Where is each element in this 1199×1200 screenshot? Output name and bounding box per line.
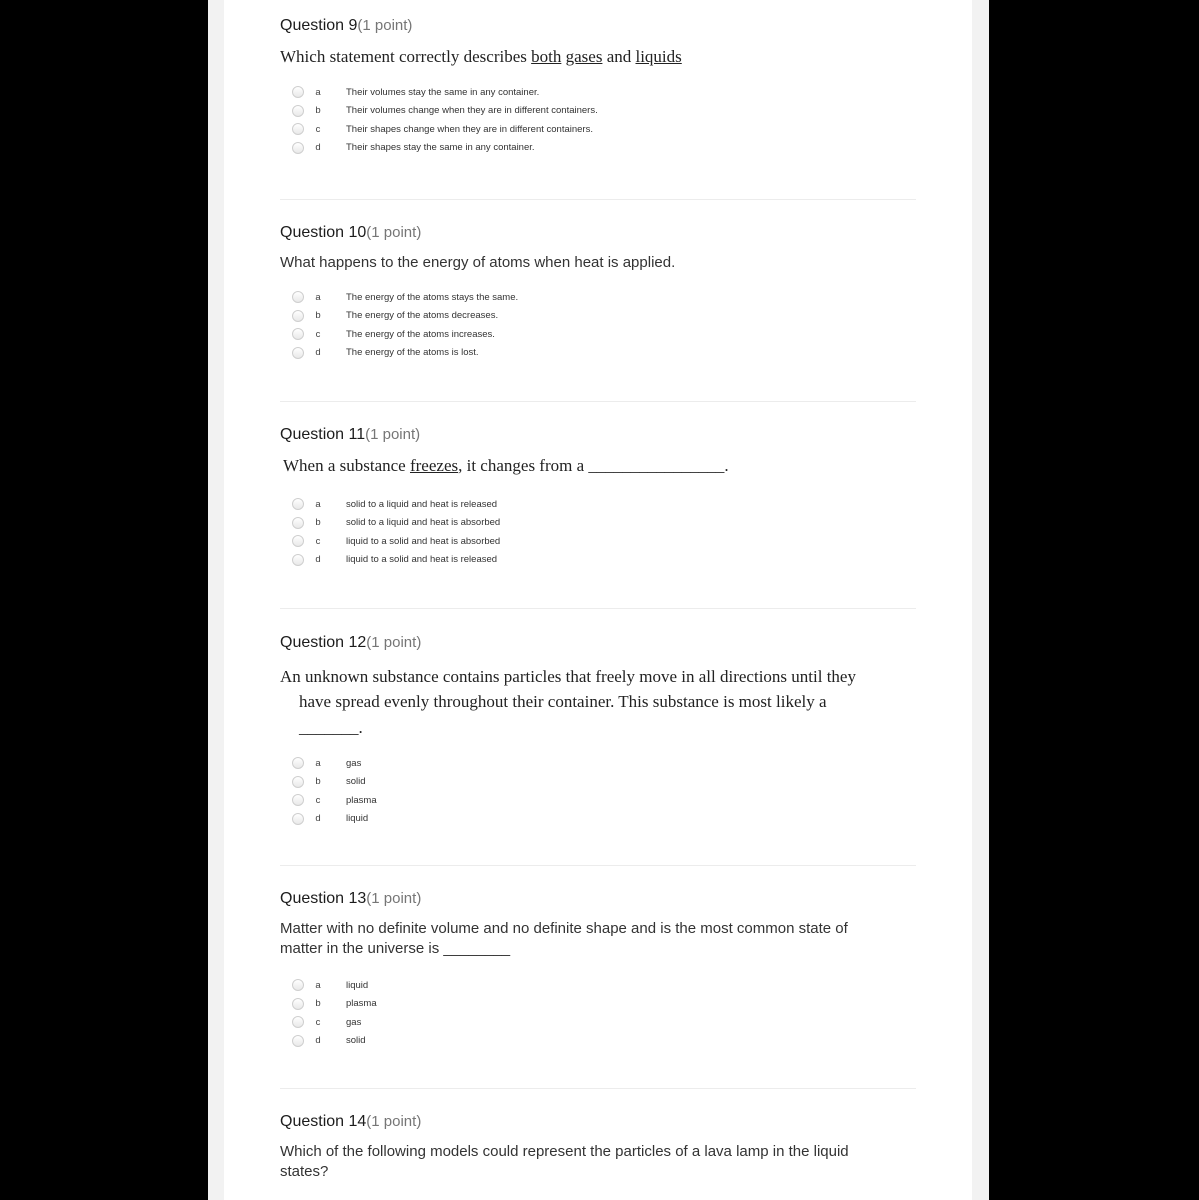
question-title	[280, 890, 920, 908]
radio-button[interactable]	[292, 291, 304, 303]
prompt-line: Matter with no definite volume and no definite shape and is the most common state of	[280, 920, 848, 937]
answer-option[interactable]	[292, 1013, 920, 1032]
prompt-text: .	[358, 718, 363, 737]
prompt-text: Which statement correctly describes	[280, 47, 532, 66]
answer-option[interactable]	[292, 83, 920, 102]
radio-button[interactable]	[292, 86, 304, 98]
radio-button[interactable]	[292, 794, 304, 806]
option-text[interactable]: gas	[346, 757, 362, 769]
left-gutter	[208, 0, 224, 1200]
answer-option[interactable]	[292, 976, 920, 995]
option-letter: c	[315, 535, 321, 547]
question-12	[280, 634, 920, 828]
question-divider	[280, 865, 916, 866]
option-text[interactable]: solid to a liquid and heat is absorbed	[346, 517, 501, 529]
prompt-line	[280, 715, 920, 740]
radio-button[interactable]	[292, 757, 304, 769]
option-text[interactable]: liquid to a solid and heat is absorbed	[346, 535, 501, 547]
option-letter: d	[315, 813, 321, 825]
question-number: Question 9	[280, 17, 358, 34]
option-text[interactable]: Their shapes change when they are in different containers.	[346, 123, 593, 135]
option-text[interactable]: liquid	[346, 979, 369, 991]
answer-option[interactable]	[292, 773, 920, 792]
option-letter: b	[315, 517, 321, 529]
option-letter: a	[315, 757, 321, 769]
option-letter: c	[315, 794, 321, 806]
question-prompt	[283, 456, 920, 476]
radio-button[interactable]	[292, 776, 304, 788]
question-points: (1 point)	[365, 426, 421, 443]
question-number: Question 14	[280, 1113, 367, 1130]
question-title	[280, 17, 920, 35]
answer-option[interactable]	[292, 288, 920, 307]
question-divider	[280, 1088, 916, 1089]
prompt-text: and	[602, 47, 636, 66]
radio-button[interactable]	[292, 554, 304, 566]
option-text[interactable]: solid	[346, 1035, 366, 1047]
option-text[interactable]: The energy of the atoms is lost.	[346, 347, 479, 359]
option-text[interactable]: The energy of the atoms increases.	[346, 328, 495, 340]
question-points: (1 point)	[357, 17, 413, 34]
question-13	[280, 890, 920, 1050]
radio-button[interactable]	[292, 517, 304, 529]
option-letter: b	[315, 105, 321, 117]
answer-option[interactable]	[292, 139, 920, 158]
radio-button[interactable]	[292, 979, 304, 991]
question-title	[280, 1113, 920, 1131]
question-number: Question 10	[280, 224, 367, 241]
option-text[interactable]: plasma	[346, 794, 377, 806]
question-number: Question 12	[280, 634, 367, 651]
question-prompt	[280, 919, 920, 959]
question-points: (1 point)	[366, 634, 422, 651]
answer-option[interactable]	[292, 754, 920, 773]
answer-option[interactable]	[292, 344, 920, 363]
radio-button[interactable]	[292, 998, 304, 1010]
radio-button[interactable]	[292, 1016, 304, 1028]
option-text[interactable]: Their volumes change when they are in different containers.	[346, 105, 598, 117]
fill-in-blank: _______	[299, 718, 359, 737]
option-text[interactable]: gas	[346, 1016, 362, 1028]
answer-options	[292, 495, 920, 569]
option-letter: a	[315, 86, 321, 98]
answer-option[interactable]	[292, 532, 920, 551]
radio-button[interactable]	[292, 310, 304, 322]
answer-options	[292, 976, 920, 1050]
option-letter: c	[315, 123, 321, 135]
right-gutter	[972, 0, 989, 1200]
question-title	[280, 634, 920, 652]
question-prompt: What happens to the energy of atoms when heat is applied.	[280, 254, 676, 271]
prompt-line: An unknown substance contains particles that freely move in all directions until they	[280, 667, 856, 686]
question-number: Question 13	[280, 890, 367, 907]
option-letter: b	[315, 310, 321, 322]
answer-option[interactable]	[292, 791, 920, 810]
radio-button[interactable]	[292, 498, 304, 510]
radio-button[interactable]	[292, 328, 304, 340]
radio-button[interactable]	[292, 347, 304, 359]
prompt-line: Which of the following models could represent the particles of a lava lamp in the liquid	[280, 1143, 849, 1160]
option-text[interactable]: solid	[346, 776, 366, 788]
option-text[interactable]: liquid to a solid and heat is released	[346, 554, 498, 566]
radio-button[interactable]	[292, 813, 304, 825]
option-letter: d	[315, 1035, 321, 1047]
fill-in-blank: ________________	[588, 456, 725, 475]
answer-option[interactable]	[292, 495, 920, 514]
option-text[interactable]: liquid	[346, 813, 369, 825]
option-letter: b	[315, 776, 321, 788]
answer-options	[292, 288, 920, 362]
prompt-text: , it changes from a	[458, 456, 589, 475]
radio-button[interactable]	[292, 142, 304, 154]
option-text[interactable]: plasma	[346, 998, 377, 1010]
answer-option[interactable]	[292, 1032, 920, 1051]
option-letter: c	[315, 1016, 321, 1028]
option-letter: a	[315, 291, 321, 303]
prompt-text: When a substance	[283, 456, 410, 475]
answer-option[interactable]	[292, 307, 920, 326]
question-points: (1 point)	[366, 890, 422, 907]
radio-button[interactable]	[292, 535, 304, 547]
answer-options	[292, 83, 920, 157]
radio-button[interactable]	[292, 1035, 304, 1047]
question-9	[280, 17, 920, 157]
answer-options	[292, 754, 920, 828]
radio-button[interactable]	[292, 123, 304, 135]
answer-option[interactable]	[292, 102, 920, 121]
question-11	[280, 426, 920, 569]
answer-option[interactable]	[292, 995, 920, 1014]
question-points: (1 point)	[366, 224, 422, 241]
answer-option[interactable]	[292, 120, 920, 139]
option-text[interactable]: Their shapes stay the same in any container.	[346, 142, 535, 154]
prompt-underlined: liquids	[635, 47, 682, 66]
answer-option[interactable]	[292, 551, 920, 570]
question-divider	[280, 199, 916, 200]
question-title	[280, 224, 920, 242]
answer-option[interactable]	[292, 810, 920, 829]
question-prompt	[280, 47, 920, 67]
quiz-page	[224, 0, 972, 1200]
option-letter: a	[315, 498, 321, 510]
radio-button[interactable]	[292, 105, 304, 117]
question-14	[280, 1113, 920, 1182]
option-text[interactable]: Their volumes stay the same in any container.	[346, 86, 540, 98]
question-10	[280, 224, 920, 362]
option-text[interactable]: The energy of the atoms decreases.	[346, 310, 499, 322]
prompt-underlined: both	[531, 47, 562, 66]
prompt-underlined: freezes	[409, 456, 459, 475]
prompt-line: have spread evenly throughout their container. This substance is most likely a	[299, 692, 827, 711]
answer-option[interactable]	[292, 325, 920, 344]
prompt-text: .	[724, 456, 729, 475]
question-prompt	[280, 664, 920, 740]
option-text[interactable]: solid to a liquid and heat is released	[346, 498, 498, 510]
option-letter: a	[315, 979, 321, 991]
question-prompt	[280, 1142, 920, 1182]
question-points: (1 point)	[366, 1113, 422, 1130]
question-divider	[280, 608, 916, 609]
answer-option[interactable]	[292, 514, 920, 533]
option-letter: d	[315, 347, 321, 359]
option-letter: d	[315, 142, 321, 154]
prompt-line: states?	[280, 1163, 329, 1180]
question-divider	[280, 401, 916, 402]
prompt-underlined: gases	[565, 47, 603, 66]
option-letter: d	[315, 554, 321, 566]
option-letter: b	[315, 998, 321, 1010]
question-title	[280, 426, 920, 444]
prompt-line: matter in the universe is ________	[280, 940, 511, 957]
option-text[interactable]: The energy of the atoms stays the same.	[346, 291, 519, 303]
option-letter: c	[315, 328, 321, 340]
question-number: Question 11	[280, 426, 366, 443]
